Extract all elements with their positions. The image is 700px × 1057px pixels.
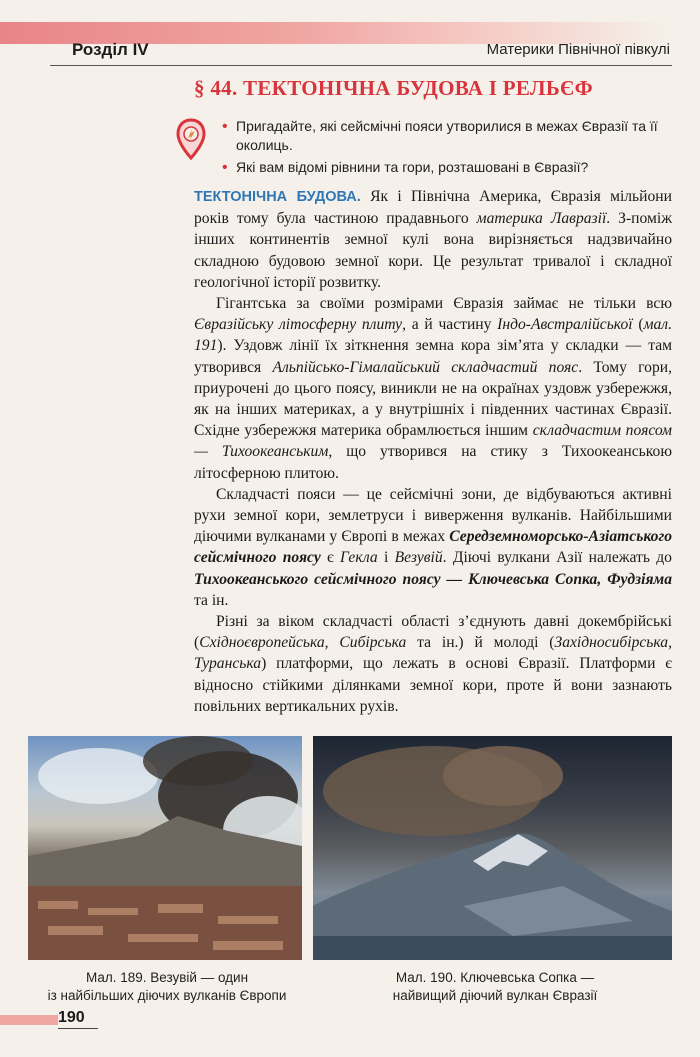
text-run: . Діючі вулкани Азії належать до	[442, 549, 672, 567]
caption-line: найвищий діючий вулкан Євразії	[392, 988, 598, 1003]
text-run: та ін.) й молоді (	[406, 634, 555, 652]
question-item: • Які вам відомі рівнини та гори, розташовані в Євразії?	[222, 158, 682, 177]
term: Тихоокеанського сейсмічного поясу — Ключевська Сопка, Фудзіяма	[194, 570, 672, 588]
paragraph-1	[194, 186, 672, 293]
text-run: , а й частину	[402, 316, 498, 334]
term: Гекла	[340, 549, 378, 567]
text-run: (	[632, 316, 644, 334]
text-run: та ін.	[194, 591, 229, 609]
term: Середземноморсько-Азіатського сейсмічного поясу	[194, 528, 672, 567]
figure-caption	[22, 969, 312, 1005]
term: Індо-Австралійської	[497, 316, 633, 334]
body-text	[194, 186, 672, 717]
paragraph-4	[194, 611, 672, 717]
term: Альпійсько-Гімалайський складчастий пояс	[272, 358, 579, 376]
header-rule	[50, 65, 672, 66]
figure-caption	[340, 969, 650, 1005]
text-run: , що утворився на стику з Тихоокеанською літосферною плитою.	[194, 443, 672, 482]
term: материка Лавразії	[476, 210, 607, 228]
vesuvius-photo	[28, 736, 302, 960]
term: Євразійську літосферну плиту	[194, 316, 403, 334]
paragraph-2	[194, 293, 672, 484]
footer-band	[0, 1015, 58, 1025]
term: Східноєвропейська, Сибірська	[199, 634, 407, 652]
figure-ref: мал. 191	[194, 316, 673, 355]
klyuchevskaya-illustration	[313, 736, 672, 960]
term: Західносибірська, Туранська	[194, 634, 672, 673]
page-number: 190	[58, 1009, 85, 1026]
caption-line: Мал. 190. Ключевська Сопка —	[395, 970, 595, 985]
text-run: . Тому гори, приурочені до цього поясу, виникли не на окраїнах уздовж узбережжя, як на інших материках, а у внутрішніх і південних частинах Євразії. Східне узбережжя материка обрамлюється іншим	[194, 358, 672, 440]
text-run: Різні за віком складчасті області з’єднують давні докембрійські (	[194, 613, 672, 652]
term: Везувій	[394, 549, 443, 567]
text-run: ). Уздовж лінії їх зіткнення земна кора зім’ята у складки — там утворився	[194, 337, 672, 376]
paragraph-3	[194, 484, 672, 611]
header-title: Материки Північної півкулі	[486, 41, 670, 58]
text-run: . З-поміж інших континентів земної кулі вона вирізняється надзвичайно складною будовою земної кори. Це результат тривалої і складної геологічної історії розвитку.	[194, 210, 672, 291]
question-item: • Пригадайте, які сейсмічні пояси утворилися в межах Євразії та її околиць.	[222, 117, 682, 155]
text-run: є	[320, 549, 340, 567]
paragraph-title: § 44. ТЕКТОНІЧНА БУДОВА І РЕЛЬЄФ	[194, 76, 593, 100]
text-run: ) платформи, що лежать в основі Євразії. Платформи є відносно стійкими ділянками земної кори, проте й вони зазнають повільних вертикальних рухів.	[194, 655, 672, 715]
caption-line: Мал. 189. Везувій — один	[85, 970, 249, 985]
footer-rule	[58, 1028, 98, 1029]
map-pin-icon	[176, 118, 206, 166]
section-label: Розділ IV	[72, 40, 149, 59]
text-run: і	[377, 549, 395, 567]
vesuvius-illustration	[28, 736, 302, 960]
klyuchevskaya-photo	[313, 736, 672, 960]
caption-line: із найбільших діючих вулканів Європи	[47, 988, 287, 1003]
review-questions	[222, 117, 682, 180]
keyword-heading: ТЕКТОНІЧНА БУДОВА.	[194, 189, 361, 205]
text-run: Гігантська за своїми розмірами Євразія займає не тільки всю	[216, 295, 672, 313]
text-run: Як і Північна Америка, Євразія мільйони років тому була частиною прадавнього	[194, 188, 672, 228]
term: складчастим поясом — Тихоокеанським	[194, 422, 673, 461]
text-run: Складчасті пояси — це сейсмічні зони, де відбуваються активні рухи земної кори, землетруси і виверження вулканів. Найбільшими діючими вулканами у Європі в межах	[194, 485, 672, 546]
